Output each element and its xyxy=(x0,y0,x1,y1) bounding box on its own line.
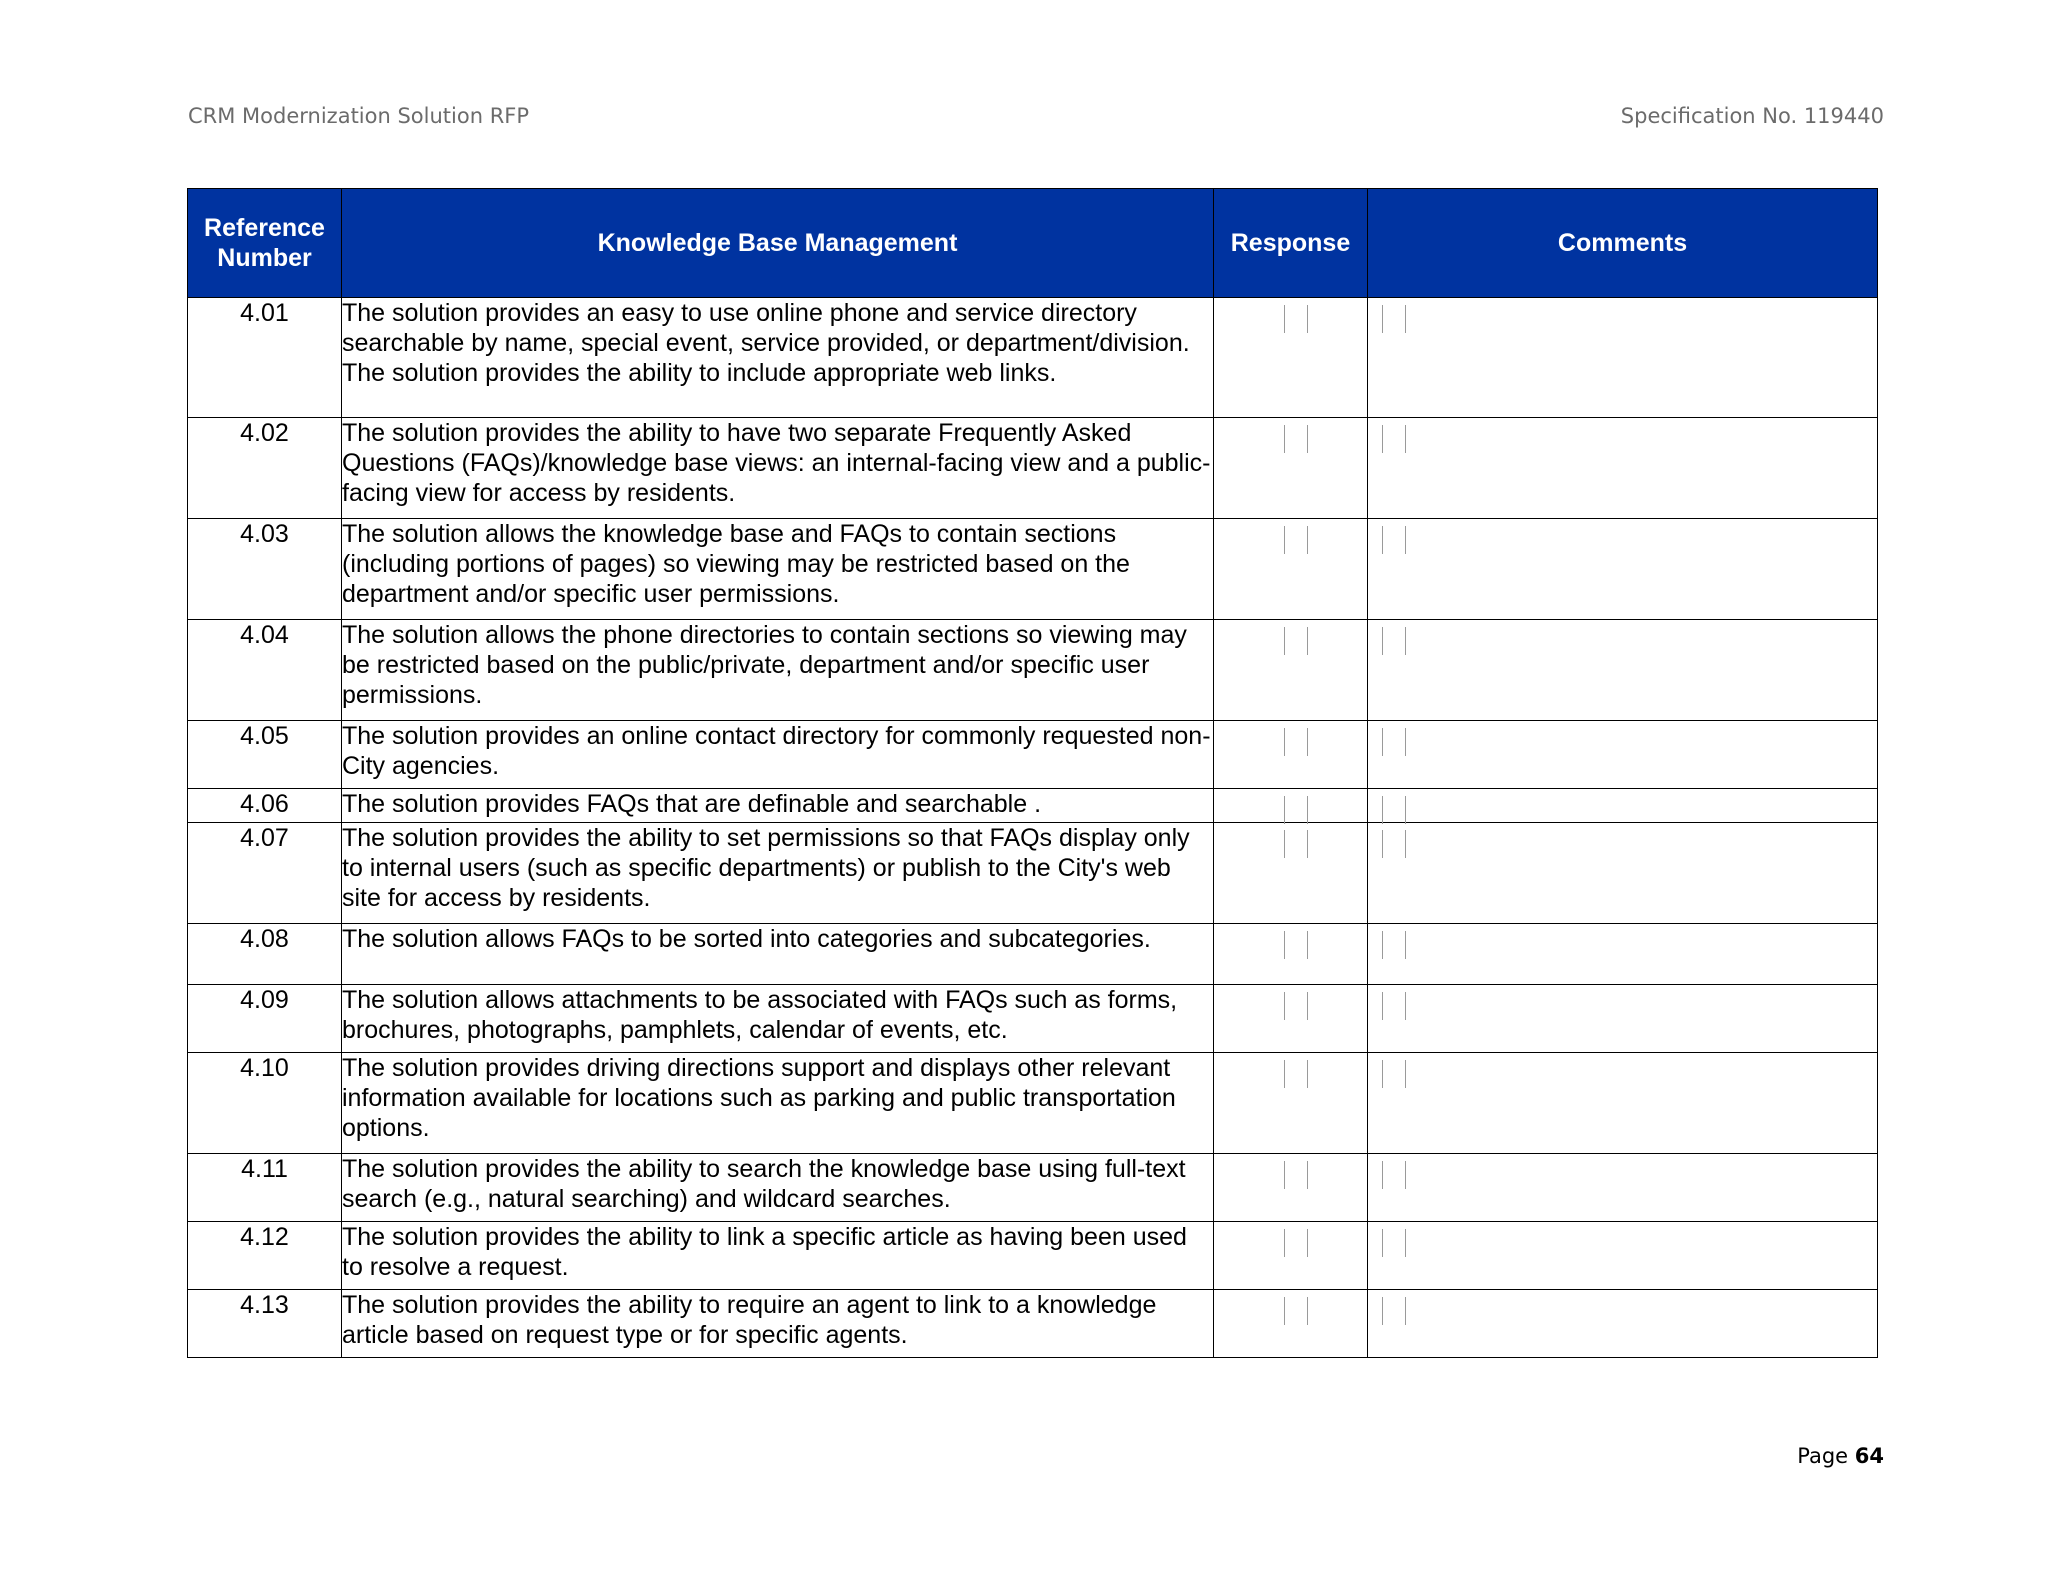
reference-number: 4.07 xyxy=(188,823,342,924)
reference-number: 4.06 xyxy=(188,789,342,823)
comments-cell[interactable] xyxy=(1368,924,1878,985)
page-number xyxy=(1797,1444,1884,1468)
document-header-title: CRM Modernization Solution RFP xyxy=(188,104,530,128)
table-row xyxy=(188,789,1878,823)
column-header-section-title: Knowledge Base Management xyxy=(342,189,1214,298)
table-row xyxy=(188,298,1878,418)
table-row xyxy=(188,1290,1878,1358)
comments-field-icon[interactable] xyxy=(1382,425,1406,453)
reference-number: 4.03 xyxy=(188,519,342,620)
reference-number: 4.13 xyxy=(188,1290,342,1358)
response-field-icon[interactable] xyxy=(1284,1161,1308,1189)
requirement-text: The solution provides the ability to search the knowledge base using full-text search (e.g., natural searching) and wildcard searches. xyxy=(342,1154,1214,1222)
response-field-icon[interactable] xyxy=(1284,830,1308,858)
page-number-value: 64 xyxy=(1854,1444,1884,1468)
table-row xyxy=(188,924,1878,985)
response-cell[interactable] xyxy=(1214,823,1368,924)
comments-field-icon[interactable] xyxy=(1382,931,1406,959)
table-row xyxy=(188,823,1878,924)
requirement-text: The solution provides the ability to link a specific article as having been used to resolve a request. xyxy=(342,1222,1214,1290)
response-cell[interactable] xyxy=(1214,985,1368,1053)
comments-cell[interactable] xyxy=(1368,1053,1878,1154)
comments-cell[interactable] xyxy=(1368,620,1878,721)
response-field-icon[interactable] xyxy=(1284,992,1308,1020)
requirement-text: The solution provides the ability to have two separate Frequently Asked Questions (FAQs)/knowledge base views: an internal-facing view and a public-facing view for access by residents. xyxy=(342,418,1214,519)
response-field-icon[interactable] xyxy=(1284,1060,1308,1088)
requirement-text: The solution allows attachments to be associated with FAQs such as forms, brochures, photographs, pamphlets, calendar of events, etc. xyxy=(342,985,1214,1053)
response-cell[interactable] xyxy=(1214,1290,1368,1358)
column-header-response: Response xyxy=(1214,189,1368,298)
response-cell[interactable] xyxy=(1214,620,1368,721)
comments-cell[interactable] xyxy=(1368,823,1878,924)
reference-number: 4.01 xyxy=(188,298,342,418)
requirement-text: The solution provides an easy to use online phone and service directory searchable by name, special event, service provided, or department/division. The solution provides the ability to include appropriate web links. xyxy=(342,298,1214,418)
comments-cell[interactable] xyxy=(1368,1222,1878,1290)
response-field-icon[interactable] xyxy=(1284,305,1308,333)
reference-number: 4.02 xyxy=(188,418,342,519)
comments-field-icon[interactable] xyxy=(1382,728,1406,756)
table-row xyxy=(188,1053,1878,1154)
table-header-row xyxy=(188,189,1878,298)
table-row xyxy=(188,721,1878,789)
reference-number: 4.10 xyxy=(188,1053,342,1154)
response-field-icon[interactable] xyxy=(1284,425,1308,453)
requirement-text: The solution provides driving directions support and displays other relevant information available for locations such as parking and public transportation options. xyxy=(342,1053,1214,1154)
comments-cell[interactable] xyxy=(1368,721,1878,789)
table-row xyxy=(188,620,1878,721)
comments-cell[interactable] xyxy=(1368,418,1878,519)
response-field-icon[interactable] xyxy=(1284,728,1308,756)
reference-number: 4.09 xyxy=(188,985,342,1053)
comments-field-icon[interactable] xyxy=(1382,796,1406,824)
column-header-reference-number: Reference Number xyxy=(188,189,342,298)
requirement-text: The solution allows FAQs to be sorted into categories and subcategories. xyxy=(342,924,1214,985)
response-cell[interactable] xyxy=(1214,789,1368,823)
reference-number: 4.05 xyxy=(188,721,342,789)
column-header-comments: Comments xyxy=(1368,189,1878,298)
response-cell[interactable] xyxy=(1214,298,1368,418)
comments-cell[interactable] xyxy=(1368,298,1878,418)
comments-cell[interactable] xyxy=(1368,519,1878,620)
table-row xyxy=(188,1222,1878,1290)
requirement-text: The solution allows the knowledge base and FAQs to contain sections (including portions of pages) so viewing may be restricted based on the department and/or specific user permissions. xyxy=(342,519,1214,620)
requirement-text: The solution allows the phone directories to contain sections so viewing may be restricted based on the public/private, department and/or specific user permissions. xyxy=(342,620,1214,721)
response-cell[interactable] xyxy=(1214,1154,1368,1222)
response-field-icon[interactable] xyxy=(1284,526,1308,554)
reference-number: 4.08 xyxy=(188,924,342,985)
comments-field-icon[interactable] xyxy=(1382,627,1406,655)
table-row xyxy=(188,418,1878,519)
comments-cell[interactable] xyxy=(1368,1290,1878,1358)
comments-field-icon[interactable] xyxy=(1382,526,1406,554)
response-cell[interactable] xyxy=(1214,1053,1368,1154)
page-label: Page xyxy=(1797,1444,1849,1468)
response-field-icon[interactable] xyxy=(1284,931,1308,959)
comments-field-icon[interactable] xyxy=(1382,1161,1406,1189)
comments-field-icon[interactable] xyxy=(1382,305,1406,333)
response-field-icon[interactable] xyxy=(1284,796,1308,824)
comments-cell[interactable] xyxy=(1368,985,1878,1053)
table-row xyxy=(188,1154,1878,1222)
reference-number: 4.04 xyxy=(188,620,342,721)
requirement-text: The solution provides an online contact directory for commonly requested non-City agencies. xyxy=(342,721,1214,789)
response-cell[interactable] xyxy=(1214,418,1368,519)
response-cell[interactable] xyxy=(1214,924,1368,985)
requirement-text: The solution provides the ability to require an agent to link to a knowledge article based on request type or for specific agents. xyxy=(342,1290,1214,1358)
requirement-text: The solution provides FAQs that are definable and searchable . xyxy=(342,789,1214,823)
comments-cell[interactable] xyxy=(1368,1154,1878,1222)
table-row xyxy=(188,519,1878,620)
requirement-text: The solution provides the ability to set permissions so that FAQs display only to internal users (such as specific departments) or publish to the City's web site for access by residents. xyxy=(342,823,1214,924)
table-row xyxy=(188,985,1878,1053)
response-field-icon[interactable] xyxy=(1284,627,1308,655)
response-cell[interactable] xyxy=(1214,1222,1368,1290)
reference-number: 4.11 xyxy=(188,1154,342,1222)
response-field-icon[interactable] xyxy=(1284,1229,1308,1257)
response-field-icon[interactable] xyxy=(1284,1297,1308,1325)
response-cell[interactable] xyxy=(1214,721,1368,789)
specification-number: Specification No. 119440 xyxy=(1620,104,1884,128)
comments-field-icon[interactable] xyxy=(1382,1229,1406,1257)
comments-field-icon[interactable] xyxy=(1382,830,1406,858)
comments-field-icon[interactable] xyxy=(1382,1297,1406,1325)
response-cell[interactable] xyxy=(1214,519,1368,620)
knowledge-base-requirements-table xyxy=(187,188,1878,1358)
comments-field-icon[interactable] xyxy=(1382,1060,1406,1088)
reference-number: 4.12 xyxy=(188,1222,342,1290)
comments-field-icon[interactable] xyxy=(1382,992,1406,1020)
comments-cell[interactable] xyxy=(1368,789,1878,823)
